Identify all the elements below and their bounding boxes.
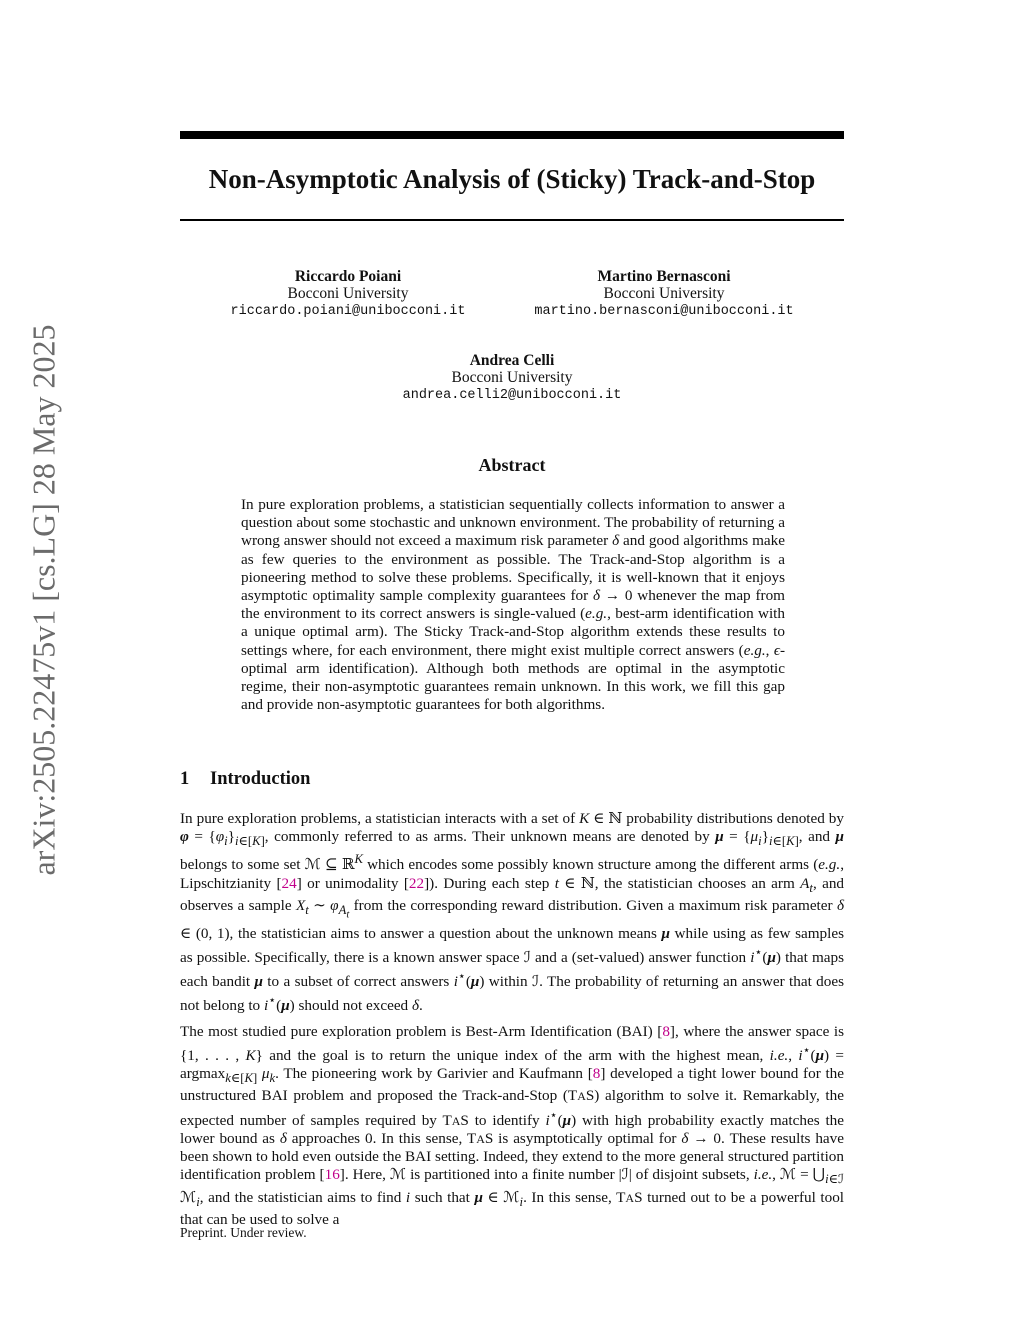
paper-title: Non-Asymptotic Analysis of (Sticky) Track-and-Stop <box>208 164 816 194</box>
author-name: Martino Bernasconi <box>597 268 731 285</box>
introduction-body <box>180 810 844 1236</box>
author-affiliation: Bocconi University <box>451 369 573 386</box>
author-email: riccardo.poiani@unibocconi.it <box>230 304 466 319</box>
author-name: Andrea Celli <box>469 352 555 369</box>
section-title: Introduction <box>210 769 311 789</box>
author-affiliation: Bocconi University <box>603 285 725 302</box>
section-number: 1 <box>180 769 190 789</box>
title-top-rule <box>180 131 844 139</box>
citation-link[interactable]: 16 <box>324 1166 340 1184</box>
abstract-text: In pure exploration problems, a statistician sequentially collects information to answer a question about some stochastic and unknown environment. The probability of returning a wrong answer should not exceed a maximum risk parameter δ and good algorithms make as few queries to the environment as possible. The Track-and-Stop algorithm is a pioneering method to solve these problems. Specifically, it is well-known that it enjoys asymptotic optimality sample complexity guarantees for δ → 0 whenever the map from the environment to its correct answers is single-valued (e.g., best-arm identification with a unique optimal arm). The Sticky Track-and-Stop algorithm extends these results to settings where, for each environment, there might exist multiple correct answers (e.g., ϵ-optimal arm identification). Although both methods are optimal in the asymptotic regime, their non-asymptotic guarantees remain unknown. In this work, we fill this gap and provide non-asymptotic guarantees for both algorithms. <box>241 496 785 714</box>
footer-note: Preprint. Under review. <box>180 1225 307 1240</box>
arxiv-side-stamp: arXiv:2505.22475v1 [cs.LG] 28 May 2025 <box>25 324 62 876</box>
author-email: andrea.celli2@unibocconi.it <box>402 388 622 403</box>
section-heading <box>180 769 310 790</box>
arxiv-side-stamp-container <box>2 0 82 1325</box>
paragraph: The most studied pure exploration problem is Best-Arm Identification (BAI) [8], where the answer space is {1, . . . , K} and the goal is to return the unique index of the arm with the highest mean, i.e., i⋆(μ) = argmax$_{k\in[K]}$ $\mu_k$. The pioneering work by Garivier and Kaufmann [8] developed a tight lower bound for the unstructured BAI problem and proposed the Track-and-Stop (TAS) algorithm to solve it. Remarkably, the expected number of samples required by TAS to identify i⋆(μ) with high probability exactly matches the lower bound as δ approaches 0. In this sense, TAS is asymptotically optimal for δ → 0. These results have been shown to hold even outside the BAI setting. Indeed, they extend to the more general structured partition identification problem [16]. Here, ℳ is partitioned into a finite number |ℐ| of disjoint subsets, i.e., ℳ = $⋃_{i\in ℐ}$ ℳ$_i$, and the statistician aims to find i such that μ ∈ ℳ$_i$. In this sense, TAS turned out to be a powerful tool that can be used to solve a <box>180 1022 845 1228</box>
author-block-1 <box>178 268 518 320</box>
citation-link[interactable]: 8 <box>592 1065 601 1083</box>
title-bottom-rule <box>180 219 844 221</box>
citation-link[interactable]: 24 <box>281 874 297 892</box>
abstract-heading: Abstract <box>478 455 546 475</box>
citation-link[interactable]: 22 <box>408 874 425 892</box>
paragraph: In pure exploration problems, a statistician interacts with a set of K ∈ ℕ probability distributions denoted by $\varphi = \{\varphi_i\}_{i\in[K]}$, commonly referred to as arms. Their unknown means are denoted by $\mu = \{\mu_i\}_{i\in[K]}$, and μ belongs to some set ℳ ⊆ ℝ$^K$ which encodes some possibly known structure among the different arms (e.g., Lipschitzianity [24] or unimodality [22]). During each step t ∈ ℕ, the statistician chooses an arm $A_t$, and observes a sample $X_t$ ∼ $\varphi_{A_t}$ from the corresponding reward distribution. Given a maximum risk parameter δ ∈ (0, 1), the statistician aims to answer a question about the unknown means μ while using as few samples as possible. Specifically, there is a known answer space ℐ and a (set-valued) answer function i⋆(μ) that maps each bandit μ to a subset of correct answers i⋆(μ) within ℐ. The probability of returning an answer that does not belong to i⋆(μ) should not exceed δ. <box>180 810 845 1015</box>
author-block-3 <box>342 352 682 404</box>
author-affiliation: Bocconi University <box>287 285 409 302</box>
author-name: Riccardo Poiani <box>294 268 402 285</box>
author-email: martino.bernasconi@unibocconi.it <box>534 304 794 319</box>
citation-link[interactable]: 8 <box>662 1022 670 1040</box>
author-block-2 <box>494 268 834 320</box>
